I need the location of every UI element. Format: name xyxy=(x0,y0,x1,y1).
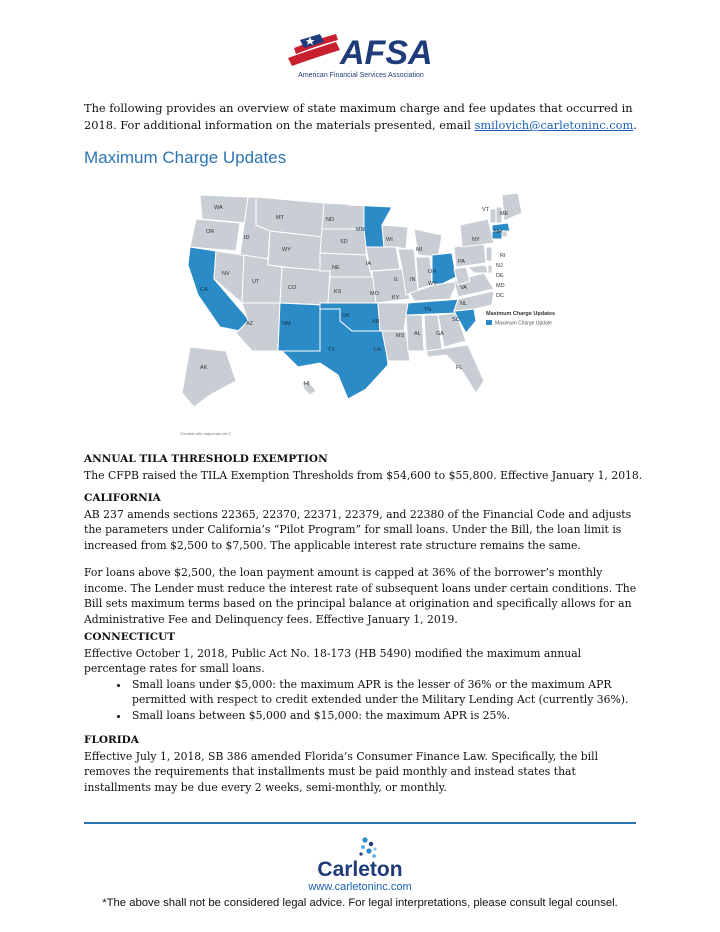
state-label: VT xyxy=(482,207,490,213)
state-label: AZ xyxy=(246,321,254,327)
state-label: CO xyxy=(288,285,297,291)
state-NM xyxy=(278,303,322,351)
dots-icon xyxy=(359,837,376,857)
state-VT xyxy=(490,209,496,223)
section-california xyxy=(84,491,644,627)
state-label: NV xyxy=(222,271,230,277)
state-label: CA xyxy=(200,287,208,293)
logo-subtitle: American Financial Services Association xyxy=(298,72,424,79)
state-label: SD xyxy=(340,239,348,245)
state-IA xyxy=(366,247,400,271)
state-label: TX xyxy=(328,347,336,353)
state-label: MT xyxy=(276,215,284,221)
state-label: WA xyxy=(214,205,223,211)
state-AZ xyxy=(236,303,280,351)
footer-link[interactable]: www.carletoninc.com xyxy=(308,881,412,893)
map-credit: Created with mapchart.net © xyxy=(180,431,231,436)
bullet-list xyxy=(84,677,644,724)
state-label: NE xyxy=(332,265,340,271)
state-label: WV xyxy=(428,281,437,287)
section-connecticut xyxy=(84,630,644,723)
state-DE xyxy=(488,265,492,273)
state-label: SC xyxy=(452,317,460,323)
section-paragraph: AB 237 amends sections 22365, 22370, 22371, 22379, and 22380 of the Financial Code and adjusts the parameters under California’s “Pilot Program” for small loans. Under the Bill, the loan limit is increased from $2,500 to $7,500. The applicable interest rate structure remains the same. xyxy=(84,507,632,552)
section-paragraph: The CFPB raised the TILA Exemption Thresholds from $54,600 to $55,800. Effective January 1, 2018. xyxy=(84,468,643,482)
state-label: NL xyxy=(460,301,468,307)
state-label: DC xyxy=(496,293,504,299)
state-label: MO xyxy=(370,291,379,297)
state-label: MD xyxy=(496,283,505,289)
us-map xyxy=(170,185,560,425)
state-label: HI xyxy=(304,381,310,387)
state-label: LA xyxy=(374,347,381,353)
state-WA xyxy=(200,195,248,223)
state-label: VA xyxy=(460,285,467,291)
state-ND xyxy=(322,203,364,229)
section-paragraph: Effective July 1, 2018, SB 386 amended Florida’s Consumer Finance Law. Specifically, the bill removes the requirements that installments must be paid monthly and instead states that installments may be due every 2 weeks, semi-monthly, or monthly. xyxy=(84,749,599,794)
section-title: CONNECTICUT xyxy=(84,631,176,643)
legend-item: Maximum Charge Update xyxy=(495,320,552,327)
section-title: ANNUAL TILA THRESHOLD EXEMPTION xyxy=(84,453,328,465)
state-label: PA xyxy=(458,259,465,265)
footer-divider xyxy=(84,822,636,824)
state-label: AK xyxy=(200,365,208,371)
footer-disclaimer: *The above shall not be considered legal advice. For legal interpretations, please consult legal counsel. xyxy=(102,897,618,909)
state-label: GA xyxy=(436,331,444,337)
state-OR xyxy=(190,219,240,251)
state-label: ID xyxy=(244,235,250,241)
state-label: NH xyxy=(494,229,502,235)
state-label: NM xyxy=(282,321,291,327)
state-label: ND xyxy=(326,217,334,223)
state-WY xyxy=(268,231,322,271)
intro-end: . xyxy=(633,118,637,132)
state-label: AL xyxy=(414,331,421,337)
state-label: KS xyxy=(334,289,342,295)
section-florida xyxy=(84,733,644,795)
section-paragraph: For loans above $2,500, the loan payment amount is capped at 36% of the borrower’s monthly income. The Lender must reduce the interest rate of subsequent loans under certain conditions. The Bill sets maximum terms based on the principal balance at origination and specifically allows for an Administrative Fee and Delinquency fees. Effective January 1, 2019. xyxy=(84,566,637,626)
state-label: ME xyxy=(500,211,509,217)
intro-text: The following provides an overview of state maximum charge and fee updates that occurred in 2018. For additional information on the materials presented, email xyxy=(84,101,633,132)
legend-swatch xyxy=(486,320,492,325)
section-title: FLORIDA xyxy=(84,734,139,746)
legend-title: Maximum Charge Updates xyxy=(486,311,556,317)
state-label: MS xyxy=(396,333,405,339)
section-title: CALIFORNIA xyxy=(84,492,161,504)
state-label: NY xyxy=(472,237,480,243)
state-label: IA xyxy=(366,261,372,267)
email-link[interactable]: smilovich@carletoninc.com xyxy=(474,118,634,132)
state-label: OH xyxy=(428,269,437,275)
state-AR xyxy=(378,303,408,331)
state-MD xyxy=(468,265,488,273)
intro-paragraph xyxy=(84,100,644,134)
state-label: TN xyxy=(424,307,432,313)
logo-wordmark: AFSA xyxy=(340,34,433,72)
state-label: FL xyxy=(456,365,463,371)
state-FL xyxy=(426,345,484,393)
state-label: IL xyxy=(394,277,399,283)
state-label: WI xyxy=(386,237,393,243)
bullet-item: • Small loans between $5,000 and $15,000: the maximum APR is 25%. xyxy=(130,708,644,724)
state-label: MI xyxy=(416,247,423,253)
bullet-item: • Small loans under $5,000: the maximum APR is the lesser of 36% or the maximum APR permitted with respect to credit extended under the Military Lending Act (currently 36%). xyxy=(130,677,644,708)
state-label: AR xyxy=(372,319,380,325)
state-NJ xyxy=(486,247,492,261)
state-label: MN xyxy=(356,227,365,233)
carleton-logo xyxy=(305,835,415,885)
state-label: WY xyxy=(282,247,291,253)
state-RI xyxy=(502,231,507,237)
state-label: NJ xyxy=(496,263,503,269)
section-paragraph: Effective October 1, 2018, Public Act No. 18-173 (HB 5490) modified the maximum annual percentage rates for small loans. xyxy=(84,646,582,675)
state-label: KY xyxy=(392,295,400,301)
section-tila xyxy=(84,452,644,483)
state-label: OR xyxy=(206,229,215,235)
map-legend xyxy=(486,311,555,327)
state-label: OK xyxy=(342,313,350,319)
page-heading: Maximum Charge Updates xyxy=(84,148,287,167)
state-label: UT xyxy=(252,279,260,285)
carleton-wordmark: Carleton xyxy=(317,858,403,881)
state-label: IN xyxy=(410,277,416,283)
state-label: DE xyxy=(496,273,504,279)
state-AK xyxy=(182,347,236,407)
flag-icon xyxy=(288,34,340,66)
state-label: RI xyxy=(500,253,506,259)
